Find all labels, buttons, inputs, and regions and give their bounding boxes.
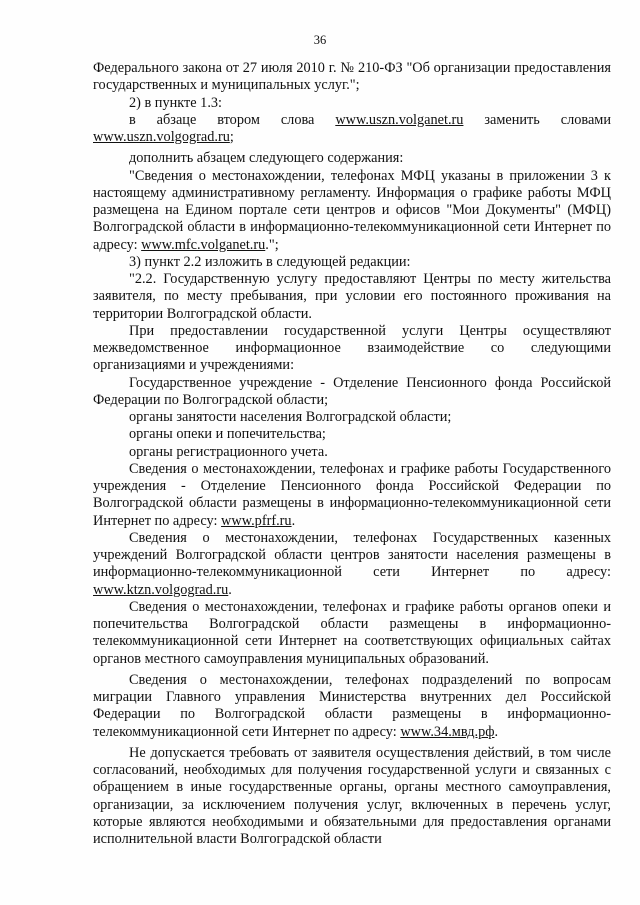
url-link[interactable]: www.uszn.volganet.ru <box>335 111 464 128</box>
text-run: . <box>494 723 499 740</box>
text-run: заменить словами <box>463 111 611 128</box>
text-run: Государственное учреждение - Отделение Пенсионного фонда Российской Федерации по Волгоградской области; <box>93 374 611 408</box>
document-body <box>93 60 611 848</box>
text-run: 3) пункт 2.2 изложить в следующей редакции: <box>129 253 411 270</box>
paragraph <box>93 95 611 112</box>
text-run: Федерального закона от 27 июля 2010 г. № 210-ФЗ "Об организации предоставления государственных и муниципальных услуг."; <box>93 60 611 94</box>
paragraph <box>93 375 611 410</box>
paragraph <box>93 745 611 849</box>
text-run: Сведения о местонахождении, телефонах Государственных казенных учреждений Волгоградской области центров занятости населения размещены в информационно-телекоммуникационной сети Интернет по адресу: <box>93 529 611 581</box>
paragraph <box>93 168 611 254</box>
text-run: органы регистрационного учета. <box>129 443 328 460</box>
url-link[interactable]: www.uszn.volgograd.ru <box>93 129 230 145</box>
paragraph <box>93 672 611 741</box>
paragraph <box>93 444 611 461</box>
paragraph <box>93 409 611 426</box>
text-run: 2) в пункте 1.3: <box>129 94 223 111</box>
text-run: в абзаце втором слова <box>129 111 336 128</box>
url-link[interactable]: www.34.мвд.рф <box>400 723 495 740</box>
text-run: При предоставлении государственной услуги Центры осуществляют межведомственное информационное взаимодействие со следующими организациями и учреждениями: <box>93 322 611 374</box>
text-run: "Сведения о местонахождении, телефонах МФЦ указаны в приложении 3 к настоящему административному регламенту. Информация о графике работы МФЦ размещена на Едином портале сети центров и офисов "Мои Документы" (МФЦ) Волгоградской области в информационно-телекоммуникационной сети Интернет по адресу: <box>93 167 611 253</box>
url-link[interactable]: www.mfc.volganet.ru <box>141 236 266 253</box>
paragraph <box>93 323 611 375</box>
text-run: . <box>228 581 232 598</box>
paragraph <box>93 530 611 599</box>
paragraph <box>93 60 611 95</box>
paragraph <box>93 254 611 271</box>
paragraph <box>93 271 611 323</box>
url-link[interactable]: www.pfrf.ru <box>221 512 292 529</box>
url-link[interactable]: www.ktzn.volgograd.ru <box>93 581 229 598</box>
text-run: органы опеки и попечительства; <box>129 426 326 443</box>
text-run: "2.2. Государственную услугу предоставляют Центры по месту жительства заявителя, по месту пребывания, при условии его постоянного проживания на территории Волгоградской области. <box>93 271 611 322</box>
text-run: Не допускается требовать от заявителя осуществления действий, в том числе согласований, необходимых для получения государственной услуги и связанных с обращением в иные государственные органы, органы местного самоуправления, организации, за исключением получения услуг, включенных в перечень услуг, которые являются необходимыми и обязательными для предоставления органами исполнительной власти Волгоградской области <box>93 744 611 847</box>
text-run: ; <box>229 129 234 145</box>
paragraph <box>93 599 611 668</box>
text-run: Сведения о местонахождении, телефонах и графике работы Государственного учреждения - Отделение Пенсионного фонда Российской Федерации по Волгоградской области размещены в информационно-телекоммуникационной сети Интернет по адресу: <box>93 460 611 529</box>
paragraph <box>93 150 611 167</box>
text-run: Сведения о местонахождении, телефонах подразделений по вопросам миграции Главного управления Министерства внутренних дел Российской Федерации по Волгоградской области размещены в информационно-телекоммуникационной сети Интернет по адресу: <box>93 671 611 740</box>
text-run: . <box>291 512 296 529</box>
text-run: ."; <box>265 236 279 253</box>
paragraph <box>93 461 611 530</box>
text-run: Сведения о местонахождении, телефонах и графике работы органов опеки и попечительства Волгоградской области размещены в информационно-телекоммуникационной сети Интернет на соответствующих официальных сайтах органов местного самоуправления муниципальных образований. <box>93 598 611 667</box>
text-run: органы занятости населения Волгоградской области; <box>129 409 452 425</box>
page-number: 36 <box>313 33 327 47</box>
paragraph <box>93 426 611 443</box>
paragraph <box>93 112 611 147</box>
text-run: дополнить абзацем следующего содержания: <box>129 150 404 167</box>
